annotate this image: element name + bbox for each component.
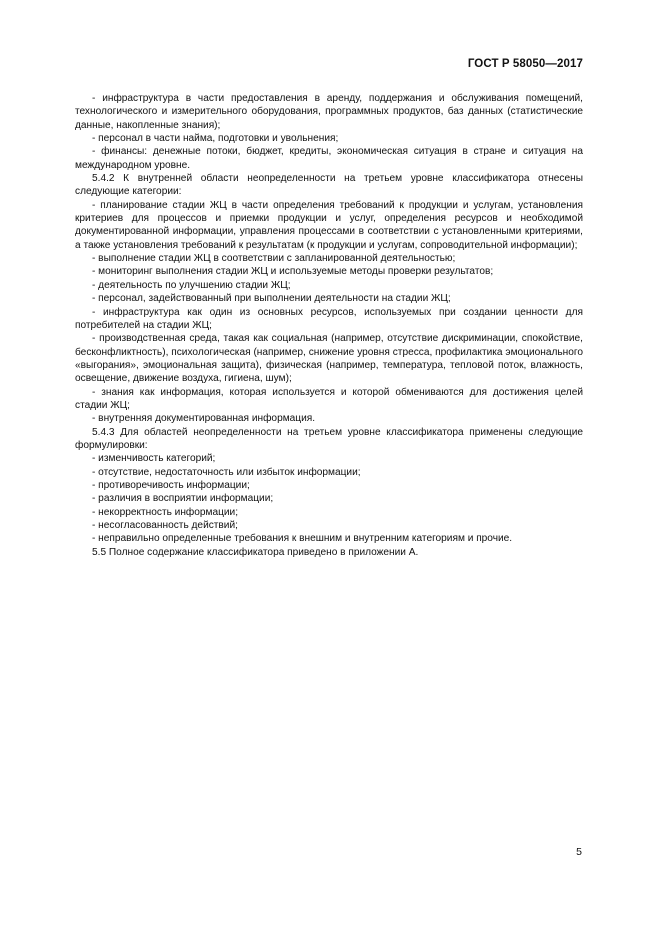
document-id-header: ГОСТ Р 58050—2017 (467, 58, 583, 70)
paragraph: - выполнение стадии ЖЦ в соответствии с запланированной деятельностью; (92, 253, 456, 265)
document-body (75, 92, 583, 559)
paragraph: - планирование стадии ЖЦ в части определения требований к продукции и услугам, установления критериев для процессов и приемки продукции и услуг, определения ресурсов и необходимой документированной информации, управления процессами в соответствии с установленными критериями, а также установления требований к результатам (к продукции и услугам, сопроводительной информации); (75, 199, 583, 251)
paragraph: - изменчивость категорий; (92, 453, 216, 465)
paragraph: - мониторинг выполнения стадии ЖЦ и используемые методы проверки результатов; (92, 266, 494, 278)
paragraph: - внутренняя документированная информация. (92, 413, 316, 425)
paragraph: - инфраструктура в части предоставления в аренду, поддержания и обслуживания помещений, технологического и измерительного оборудования, программных продуктов, баз данных (статистические данные, накопленные знания); (75, 93, 583, 131)
paragraph: - персонал, задействованный при выполнении деятельности на стадии ЖЦ; (92, 293, 451, 305)
paragraph: - отсутствие, недостаточность или избыток информации; (92, 466, 361, 478)
paragraph: - различия в восприятии информации; (92, 493, 274, 505)
page-number: 5 (576, 846, 582, 858)
paragraph: - неправильно определенные требования к внешним и внутренним категориям и прочие. (92, 533, 513, 545)
section-5-4-3: 5.4.3 Для областей неопределенности на третьем уровне классификатора применены следующие формулировки: (75, 426, 583, 451)
paragraph: - некорректность информации; (92, 506, 239, 518)
paragraph: - знания как информация, которая используется и которой обмениваются для достижения целей стадии ЖЦ; (75, 386, 583, 411)
paragraph: - персонал в части найма, подготовки и увольнения; (92, 133, 339, 145)
paragraph: - инфраструктура как один из основных ресурсов, используемых при создании ценности для потребителей на стадии ЖЦ; (75, 306, 583, 331)
section-5-4-2: 5.4.2 К внутренней области неопределенности на третьем уровне классификатора отнесены следующие категории: (75, 173, 583, 198)
paragraph: - несогласованность действий; (92, 520, 238, 531)
paragraph: - деятельность по улучшению стадии ЖЦ; (92, 279, 291, 291)
paragraph: - противоречивость информации; (92, 479, 250, 491)
section-5-5: 5.5 Полное содержание классификатора приведено в приложении А. (92, 546, 419, 558)
paragraph: - финансы: денежные потоки, бюджет, кредиты, экономическая ситуация в стране и ситуация на международном уровне. (75, 146, 583, 171)
paragraph: - производственная среда, такая как социальная (например, отсутствие дискриминации, спокойствие, бесконфликтность), психологическая (например, снижение уровня стресса, профилактика эмоционального «выгорания», эмоциональная защита), физическая (например, температура, тепловой поток, влажность, освещение, движение воздуха, гигиена, шум); (75, 333, 583, 385)
